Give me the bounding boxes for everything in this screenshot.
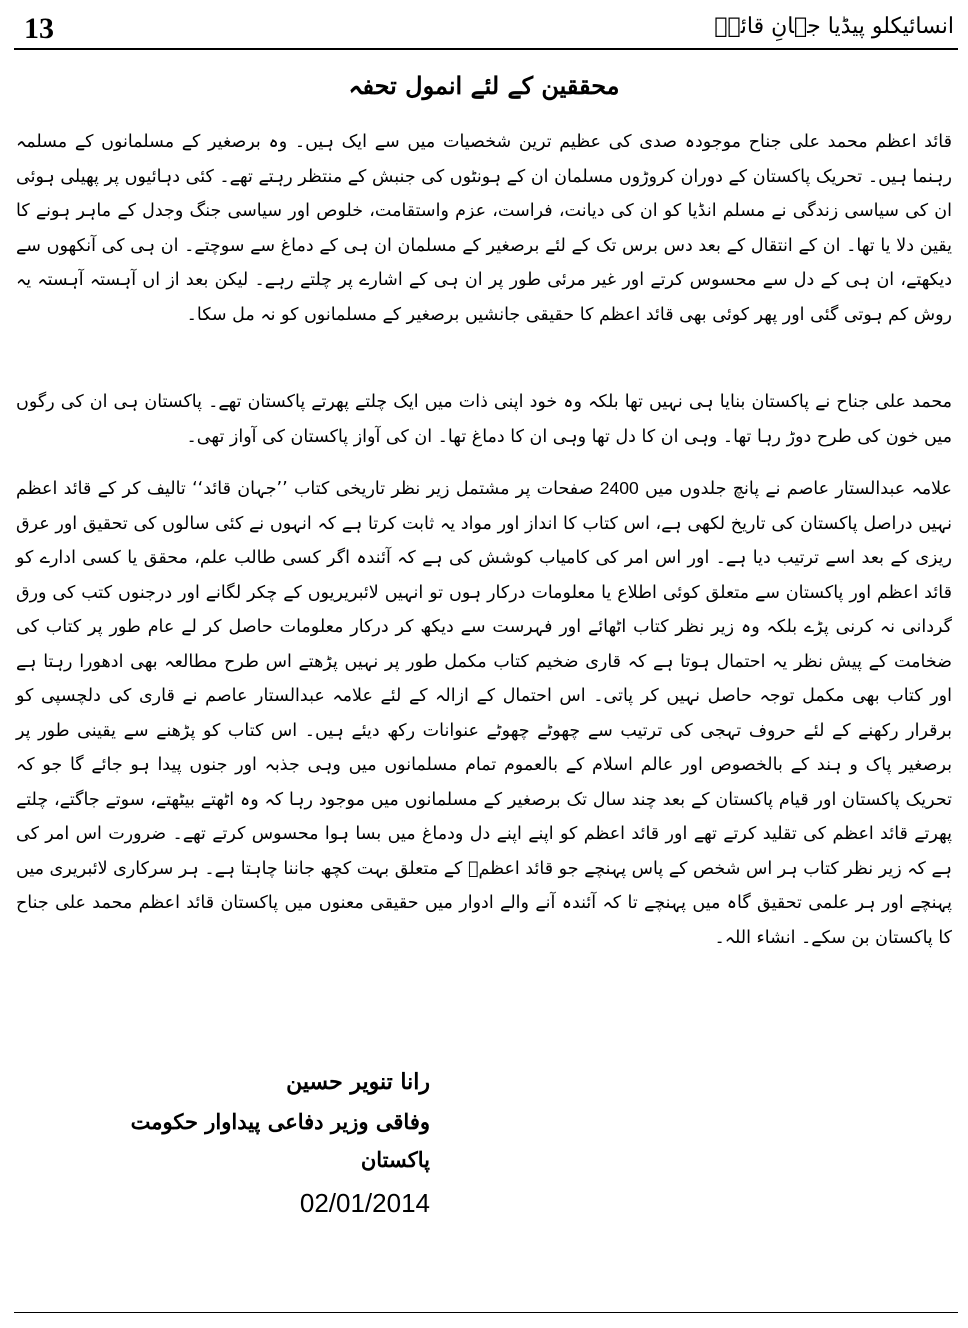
article-title: محققین کے لئے انمول تحفہ — [348, 71, 620, 100]
signatory-name: رانا تنویر حسین — [286, 1069, 430, 1095]
paragraph-2: محمد علی جناح نے پاکستان بنایا ہی نہیں تھا بلکہ وہ خود اپنی ذات میں ایک چلتے پھرتے پاکستان تھے۔ پاکستان ہی ان کی رگوں میں خون کی طرح دوڑ رہا تھا۔ وہی ان کا دل تھا وہی ان کا دماغ تھا۔ ان کی آواز پاکستان کی آواز تھی۔ — [16, 392, 952, 447]
paragraph-3-rest: صفحات پر مشتمل زیر نظر تاریخی کتاب ’’جہان قائد‘‘ تالیف کر کے قائد اعظم نہیں دراصل پاکستان کی تاریخ لکھی ہے، اس کتاب کا انداز اور مواد یہ ثابت کرتا ہے کہ انہوں نے کئی سالوں کی تحقیق اور عرق ریزی کے بعد اسے ترتیب دیا ہے۔ اور اس امر کی کامیاب کوشش کی ہے کہ آئندہ اگر کسی طالب علم، محقق یا کسی ادارے کو قائد اعظم اور پاکستان سے متعلق کوئی اطلاع یا معلومات درکار ہوں تو انہیں لائبریریوں کے چکر لگانے اور درجنوں کتب کی ورق گردانی نہ کرنی پڑے بلکہ وہ زیر نظر کتاب اٹھائے اور فہرست سے دیکھ کر درکار معلومات حاصل کر لے عام طور پر کتاب کی ضخامت کے پیش نظر یہ احتمال ہوتا ہے کہ قاری ضخیم کتاب مکمل طور پر نہیں پڑھتے اس طرح مطالعہ بھی ادھورا رہتا ہے اور کتاب بھی مکمل توجہ حاصل نہیں کر پاتی۔ اس احتمال کے ازالہ کے لئے علامہ عبدالستار عاصم نے قاری کی دلچسپی کو برقرار رکھنے کے لئے حروف تہجی کی ترتیب سے چھوٹے چھوٹے عنوانات رکھ دیئے ہیں۔ اس کتاب کو پڑھنے سے یقینی طور پر برصغیر پاک و ہند کے بالخصوص اور عالم اسلام کے بالعموم تمام مسلمانوں میں وہی جذبہ اور جنوں پیدا ہو جائے گا جو کہ تحریک پاکستان اور قیام پاکستان کے بعد چند سال تک برصغیر کے مسلمانوں میں موجود رہا کہ وہ اٹھتے بیٹھتے، سوتے جاگتے، چلتے پھرتے قائد اعظم کی تقلید کرتے تھے اور قائد اعظم کو اپنے اپنے دل ودماغ میں بسا ہوا محسوس کرتے تھے۔ ضرورت اس امر کی ہے کہ زیر نظر کتاب ہر اس شخص کے پاس پہنچے جو قائد اعظمؒ کے متعلق بہت کچھ جاننا چاہتا ہے۔ ہر سرکاری لائبریری میں پہنچے اور ہر علمی تحقیق گاہ میں پہنچے تا کہ آئندہ آنے والے ادوار میں حقیقی معنوں میں پاکستان قائد اعظم محمد علی جناح کا پاکستان بن سکے۔ انشاء اللہ۔ — [16, 479, 952, 948]
page-header — [14, 6, 958, 46]
paragraph-3 — [16, 471, 952, 955]
article-body — [16, 125, 952, 955]
footer-rule — [14, 1312, 958, 1313]
header-rule — [14, 48, 958, 50]
signature-date: 02/01/2014 — [299, 1188, 430, 1218]
page-number: 13 — [24, 12, 54, 45]
paragraph-1: قائد اعظم محمد علی جناح موجودہ صدی کی عظیم ترین شخصیات میں سے ایک ہیں۔ وہ برصغیر کے مسلمانوں کے مسلمہ رہنما ہیں۔ تحریک پاکستان کے دوران کروڑوں مسلمان ان کے ہونٹوں کی جنبش کے منتظر رہتے تھے۔ کئی دہائیوں پر پھیلی ہوئی ان کی سیاسی زندگی نے مسلم انڈیا کو ان کی دیانت، فراست، عزم واستقامت، خلوص اور سیاسی جنگ وجدل کے ماہر ہونے کا یقین دلا یا تھا۔ ان کے انتقال کے بعد دس برس تک کے لئے برصغیر کے مسلمان ان ہی کے دماغ سے سوچتے۔ ان ہی کی آنکھوں سے دیکھتے، ان ہی کے دل سے محسوس کرتے اور غیر مرئی طور پر ان ہی کے اشارے پر چلتے رہے۔ لیکن بعد از اں آہستہ آہستہ یہ روش کم ہوتی گئی اور پھر کوئی بھی قائد اعظم کا حقیقی جانشیں برصغیر کے مسلمانوں کو نہ مل سکا۔ — [16, 132, 952, 325]
paragraph-3-lead: علامہ عبدالستار عاصم نے پانچ جلدوں میں — [638, 479, 952, 499]
page-count-number: 2400 — [599, 478, 639, 498]
signature-block — [100, 1063, 430, 1223]
signatory-role: وفاقی وزیر دفاعی پیداوار حکومت پاکستان — [130, 1109, 430, 1172]
running-title: انسائیکلو پیڈیا جہانِ قائدؒ — [714, 14, 954, 39]
